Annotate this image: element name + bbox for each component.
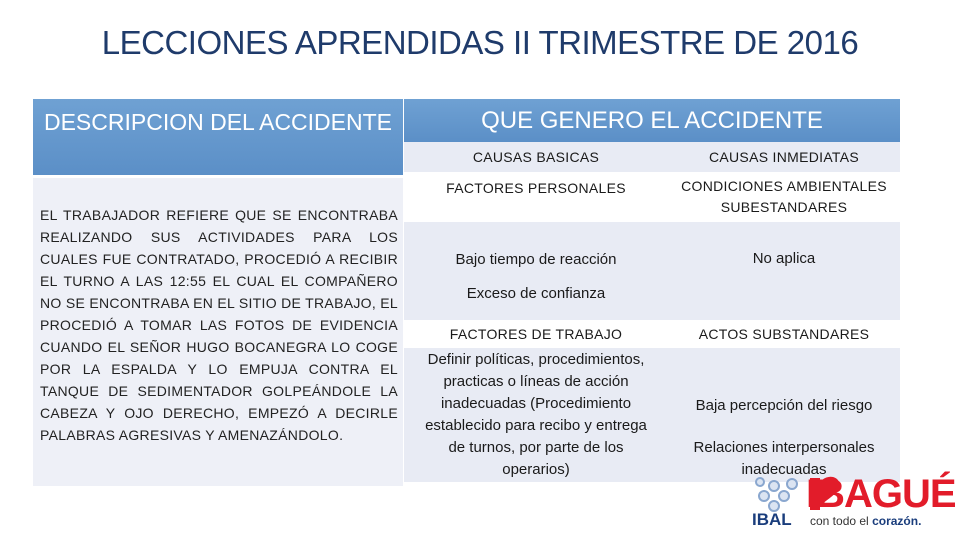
environmental-conditions-label: CONDICIONES AMBIENTALES SUBESTANDARES — [668, 172, 900, 222]
slogan: con todo el corazón. — [810, 514, 922, 528]
ibal-wordmark: IBAL — [752, 510, 792, 529]
ibague-wordmark: IBAGUÉ — [806, 472, 956, 516]
interpersonal-relations-cause: Relaciones interpersonales inadecuadas — [693, 439, 875, 478]
empty-cell — [668, 296, 900, 320]
policy-definition-cause: Definir políticas, procedimientos, practicas o líneas de acción inadecuadas (Procedimiento establecido para recibo y entrega de turnos, por parte de los operarios) — [404, 348, 668, 482]
description-header: DESCRIPCION DEL ACCIDENTE — [33, 99, 403, 175]
risk-perception-cause: Baja percepción del riesgo — [695, 397, 873, 414]
basic-causes-header: CAUSAS BASICAS — [404, 142, 668, 172]
substandard-acts-label: ACTOS SUBSTANDARES — [668, 320, 900, 348]
slide-title: LECCIONES APRENDIDAS II TRIMESTRE DE 2016 — [101, 24, 859, 61]
immediate-causes-header: CAUSAS INMEDIATAS — [668, 142, 900, 172]
causes-header: QUE GENERO EL ACCIDENTE — [404, 99, 900, 142]
not-applicable-value: No aplica — [668, 222, 900, 296]
reaction-time-cause: Bajo tiempo de reacción — [404, 222, 668, 320]
description-text: EL TRABAJADOR REFIERE QUE SE ENCONTRABA REALIZANDO SUS ACTIVIDADES PARA LOS CUALES FUE CONTRATADO, PROCEDIÓ A RECIBIR EL TURNO A LAS 12:55 EL CUAL EL COMPAÑERO NO SE ENCONTRABA EN EL SITIO DE TRABAJO, EL PROCEDIÓ A TOMAR LAS FOTOS DE EVIDENCIA CUANDO EL SEÑOR HUGO BOCANEGRA LO COGE POR LA ESPALDA Y LO EMPUJA CONTRA EL TANQUE DE SEDIMENTADOR GOLPEÁNDOLE LA CABEZA Y OJO DERECHO, EMPEZÓ A DECIRLE PALABRAS AGRESIVAS Y AMENAZÁNDOLO. — [40, 207, 398, 443]
overconfidence-cause: Exceso de confianza — [466, 285, 606, 302]
work-factors-label: FACTORES DE TRABAJO — [404, 320, 668, 348]
personal-factors-label: FACTORES PERSONALES — [404, 172, 668, 222]
